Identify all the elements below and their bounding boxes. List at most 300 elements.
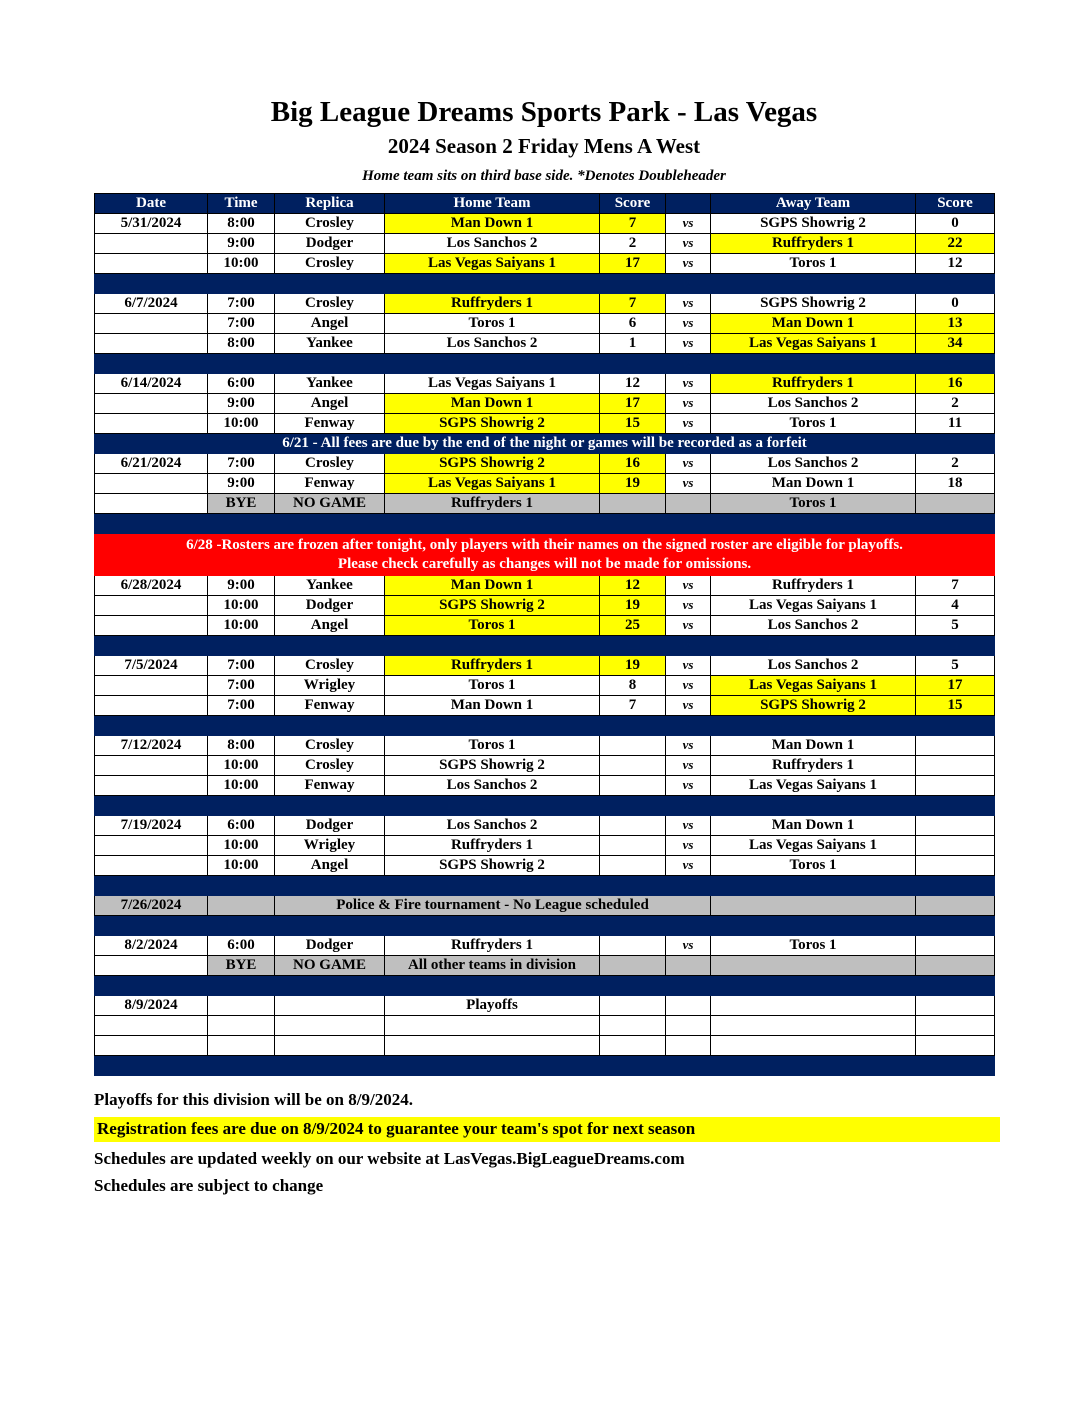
table-row-game [95, 756, 995, 776]
spacer-row [95, 636, 995, 656]
home-team-cell: SGPS Showrig 2 [385, 756, 600, 776]
table-row-spacer [95, 976, 995, 996]
footer-registration-note: Registration fees are due on 8/9/2024 to guarantee your team's spot for next season [94, 1117, 1000, 1141]
away-team-cell: Las Vegas Saiyans 1 [711, 776, 916, 796]
replica-cell: Yankee [275, 374, 385, 394]
time-cell: 10:00 [208, 756, 275, 776]
spacer-row [95, 514, 995, 534]
away-score-cell [916, 896, 995, 916]
away-team-cell: Ruffryders 1 [711, 576, 916, 596]
replica-cell: Crosley [275, 736, 385, 756]
vs-cell [666, 1016, 711, 1036]
away-score-cell: 34 [916, 334, 995, 354]
table-row-game [95, 776, 995, 796]
table-row-game [95, 214, 995, 234]
date-cell: 7/5/2024 [95, 656, 208, 676]
home-score-cell: 17 [600, 394, 666, 414]
replica-cell: NO GAME [275, 494, 385, 514]
away-team-cell: SGPS Showrig 2 [711, 294, 916, 314]
date-cell [95, 394, 208, 414]
page-title: Big League Dreams Sports Park - Las Vegas [270, 96, 818, 128]
home-score-cell: 7 [600, 696, 666, 716]
replica-cell: NO GAME [275, 956, 385, 976]
replica-cell: Angel [275, 616, 385, 636]
home-score-cell [600, 816, 666, 836]
replica-cell: Dodger [275, 816, 385, 836]
away-score-cell [916, 1016, 995, 1036]
replica-cell: Angel [275, 394, 385, 414]
home-team-cell: Toros 1 [385, 616, 600, 636]
away-score-cell: 0 [916, 214, 995, 234]
replica-cell: Angel [275, 314, 385, 334]
footer-change-note: Schedules are subject to change [94, 1176, 324, 1196]
time-cell: 6:00 [208, 816, 275, 836]
replica-cell: Fenway [275, 474, 385, 494]
replica-cell: Fenway [275, 696, 385, 716]
home-score-cell [600, 756, 666, 776]
date-cell [95, 756, 208, 776]
replica-cell: Crosley [275, 294, 385, 314]
home-team-cell: Las Vegas Saiyans 1 [385, 374, 600, 394]
time-cell: 9:00 [208, 474, 275, 494]
vs-cell: vs [666, 676, 711, 696]
home-score-cell: 6 [600, 314, 666, 334]
date-cell [95, 1036, 208, 1056]
time-cell: 10:00 [208, 254, 275, 274]
vs-cell: vs [666, 936, 711, 956]
away-team-cell: Los Sanchos 2 [711, 394, 916, 414]
vs-cell: vs [666, 616, 711, 636]
vs-cell: vs [666, 596, 711, 616]
replica-cell: Dodger [275, 234, 385, 254]
replica-cell: Crosley [275, 756, 385, 776]
date-cell: 7/12/2024 [95, 736, 208, 756]
home-score-cell [600, 996, 666, 1016]
replica-cell [275, 1016, 385, 1036]
away-score-cell: 2 [916, 394, 995, 414]
home-score-cell [600, 776, 666, 796]
time-cell: 7:00 [208, 696, 275, 716]
home-team-cell: Man Down 1 [385, 576, 600, 596]
table-row-game [95, 414, 995, 434]
time-cell: BYE [208, 956, 275, 976]
fees-note-row: 6/21 - All fees are due by the end of the night or games will be recorded as a forfeit [95, 434, 995, 454]
home-score-cell [600, 1036, 666, 1056]
vs-cell: vs [666, 394, 711, 414]
table-row-spacer [95, 916, 995, 936]
vs-cell: vs [666, 234, 711, 254]
time-cell: 7:00 [208, 314, 275, 334]
col-header-replica: Replica [275, 194, 385, 214]
date-cell [95, 776, 208, 796]
away-score-cell [916, 494, 995, 514]
away-score-cell: 17 [916, 676, 995, 696]
vs-cell: vs [666, 374, 711, 394]
home-score-cell: 12 [600, 576, 666, 596]
away-team-cell: Toros 1 [711, 936, 916, 956]
col-header-home-team: Home Team [385, 194, 600, 214]
away-team-cell: Toros 1 [711, 494, 916, 514]
time-cell: 10:00 [208, 856, 275, 876]
table-row-bye [95, 494, 995, 514]
table-row-game [95, 576, 995, 596]
date-cell [95, 334, 208, 354]
time-cell: 7:00 [208, 454, 275, 474]
away-team-cell: Los Sanchos 2 [711, 454, 916, 474]
home-score-cell: 12 [600, 374, 666, 394]
vs-cell [666, 956, 711, 976]
schedule-table [94, 193, 995, 1076]
home-score-cell: 2 [600, 234, 666, 254]
away-score-cell: 5 [916, 616, 995, 636]
away-team-cell: Man Down 1 [711, 736, 916, 756]
vs-cell: vs [666, 214, 711, 234]
table-row-spacer [95, 876, 995, 896]
time-cell: 8:00 [208, 214, 275, 234]
table-row-game [95, 314, 995, 334]
away-team-cell: Ruffryders 1 [711, 374, 916, 394]
table-row-game [95, 696, 995, 716]
date-cell [95, 234, 208, 254]
home-team-cell: Toros 1 [385, 736, 600, 756]
away-score-cell: 0 [916, 294, 995, 314]
replica-cell: Yankee [275, 576, 385, 596]
roster-alert-line: 6/28 -Rosters are frozen after tonight, only players with their names on the signed roster are eligible for playoffs. [186, 536, 903, 553]
table-row-game [95, 936, 995, 956]
roster-alert-row [95, 534, 995, 576]
home-score-cell: 7 [600, 294, 666, 314]
time-cell: 10:00 [208, 776, 275, 796]
table-row-game [95, 656, 995, 676]
date-cell: 8/2/2024 [95, 936, 208, 956]
home-score-cell: 19 [600, 656, 666, 676]
home-team-cell: SGPS Showrig 2 [385, 856, 600, 876]
home-team-cell: All other teams in division [385, 956, 600, 976]
table-header-row [95, 194, 995, 214]
table-row-game [95, 596, 995, 616]
date-cell [95, 474, 208, 494]
date-cell: 6/21/2024 [95, 454, 208, 474]
home-team-cell [385, 1036, 600, 1056]
vs-cell: vs [666, 576, 711, 596]
away-team-cell: Los Sanchos 2 [711, 616, 916, 636]
vs-cell: vs [666, 736, 711, 756]
spacer-row [95, 716, 995, 736]
replica-cell: Crosley [275, 214, 385, 234]
spacer-row [95, 274, 995, 294]
away-team-cell: SGPS Showrig 2 [711, 696, 916, 716]
date-cell [95, 414, 208, 434]
home-team-cell: SGPS Showrig 2 [385, 596, 600, 616]
table-row-spacer [95, 354, 995, 374]
home-score-cell: 19 [600, 596, 666, 616]
replica-cell: Yankee [275, 334, 385, 354]
away-score-cell [916, 776, 995, 796]
time-cell: 8:00 [208, 334, 275, 354]
vs-cell: vs [666, 776, 711, 796]
col-header-away-team: Away Team [711, 194, 916, 214]
vs-cell [666, 494, 711, 514]
table-row-empty [95, 1016, 995, 1036]
vs-cell: vs [666, 656, 711, 676]
home-score-cell: 7 [600, 214, 666, 234]
replica-cell: Angel [275, 856, 385, 876]
date-cell [95, 836, 208, 856]
table-row-tournament [95, 896, 995, 916]
home-team-cell: Playoffs [385, 996, 600, 1016]
spacer-row [95, 876, 995, 896]
vs-cell: vs [666, 816, 711, 836]
vs-cell: vs [666, 314, 711, 334]
table-row-game [95, 374, 995, 394]
vs-cell: vs [666, 254, 711, 274]
away-team-cell: Man Down 1 [711, 474, 916, 494]
col-header-time: Time [208, 194, 275, 214]
replica-cell: Crosley [275, 254, 385, 274]
vs-cell: vs [666, 836, 711, 856]
away-score-cell: 16 [916, 374, 995, 394]
table-row-game [95, 474, 995, 494]
date-cell [95, 1016, 208, 1036]
away-team-cell: Ruffryders 1 [711, 234, 916, 254]
home-score-cell [600, 936, 666, 956]
away-score-cell: 11 [916, 414, 995, 434]
spacer-row [95, 354, 995, 374]
home-team-cell: Ruffryders 1 [385, 294, 600, 314]
away-team-cell: Ruffryders 1 [711, 756, 916, 776]
replica-cell: Fenway [275, 776, 385, 796]
table-row-game [95, 856, 995, 876]
time-cell [208, 1016, 275, 1036]
away-score-cell [916, 996, 995, 1016]
home-team-cell: Ruffryders 1 [385, 936, 600, 956]
replica-cell: Fenway [275, 414, 385, 434]
away-score-cell: 12 [916, 254, 995, 274]
table-row-spacer [95, 514, 995, 534]
date-cell [95, 956, 208, 976]
away-team-cell [711, 1016, 916, 1036]
replica-cell: Dodger [275, 936, 385, 956]
vs-cell: vs [666, 856, 711, 876]
table-row-game [95, 676, 995, 696]
table-row-alert [95, 534, 995, 576]
col-header-home-score: Score [600, 194, 666, 214]
date-cell [95, 254, 208, 274]
home-team-cell: Los Sanchos 2 [385, 776, 600, 796]
col-header-date: Date [95, 194, 208, 214]
table-row-spacer [95, 796, 995, 816]
col-header-vs [666, 194, 711, 214]
date-cell [95, 616, 208, 636]
vs-cell [666, 1036, 711, 1056]
home-score-cell [600, 956, 666, 976]
schedule-body [95, 214, 995, 1076]
table-row-spacer [95, 716, 995, 736]
replica-cell: Wrigley [275, 676, 385, 696]
date-cell [95, 314, 208, 334]
home-score-cell: 25 [600, 616, 666, 636]
home-team-cell: Las Vegas Saiyans 1 [385, 254, 600, 274]
away-team-cell: Toros 1 [711, 254, 916, 274]
vs-cell: vs [666, 454, 711, 474]
home-team-cell: SGPS Showrig 2 [385, 454, 600, 474]
date-cell [95, 676, 208, 696]
away-team-cell: Las Vegas Saiyans 1 [711, 836, 916, 856]
away-score-cell: 18 [916, 474, 995, 494]
time-cell: 7:00 [208, 676, 275, 696]
away-team-cell [711, 896, 916, 916]
away-score-cell: 7 [916, 576, 995, 596]
time-cell: 9:00 [208, 394, 275, 414]
away-score-cell [916, 756, 995, 776]
table-row-empty [95, 1036, 995, 1056]
date-cell [95, 696, 208, 716]
away-team-cell: Las Vegas Saiyans 1 [711, 334, 916, 354]
time-cell: 10:00 [208, 414, 275, 434]
time-cell: 7:00 [208, 656, 275, 676]
home-score-cell: 17 [600, 254, 666, 274]
spacer-row [95, 976, 995, 996]
home-team-cell: Ruffryders 1 [385, 836, 600, 856]
home-team-cell: Ruffryders 1 [385, 494, 600, 514]
away-team-cell: Las Vegas Saiyans 1 [711, 676, 916, 696]
away-team-cell [711, 996, 916, 1016]
date-cell [95, 596, 208, 616]
date-cell [95, 494, 208, 514]
away-team-cell: Los Sanchos 2 [711, 656, 916, 676]
table-row-note [95, 434, 995, 454]
date-cell: 6/28/2024 [95, 576, 208, 596]
home-score-cell: 15 [600, 414, 666, 434]
home-score-cell [600, 736, 666, 756]
away-team-cell: Man Down 1 [711, 314, 916, 334]
time-cell: 6:00 [208, 374, 275, 394]
replica-cell: Crosley [275, 656, 385, 676]
away-score-cell [916, 956, 995, 976]
table-row-game [95, 234, 995, 254]
time-cell [208, 996, 275, 1016]
vs-cell: vs [666, 334, 711, 354]
date-cell: 7/19/2024 [95, 816, 208, 836]
away-score-cell [916, 736, 995, 756]
home-team-cell: Man Down 1 [385, 214, 600, 234]
replica-cell [275, 996, 385, 1016]
col-header-away-score: Score [916, 194, 995, 214]
page-subtitle: 2024 Season 2 Friday Mens A West [387, 134, 701, 158]
table-row-spacer [95, 636, 995, 656]
footer-website-note: Schedules are updated weekly on our website at LasVegas.BigLeagueDreams.com [94, 1148, 685, 1168]
date-cell: 5/31/2024 [95, 214, 208, 234]
vs-cell: vs [666, 756, 711, 776]
tournament-text-cell: Police & Fire tournament - No League scheduled [275, 896, 711, 916]
table-row-game [95, 616, 995, 636]
table-row-spacer [95, 274, 995, 294]
date-cell [95, 856, 208, 876]
home-score-cell: 1 [600, 334, 666, 354]
time-cell [208, 1036, 275, 1056]
vs-cell [666, 996, 711, 1016]
away-score-cell [916, 836, 995, 856]
away-score-cell: 5 [916, 656, 995, 676]
replica-cell [275, 1036, 385, 1056]
vs-cell: vs [666, 414, 711, 434]
away-team-cell: Toros 1 [711, 856, 916, 876]
away-score-cell: 13 [916, 314, 995, 334]
spacer-row [95, 1056, 995, 1076]
footer [94, 1090, 994, 1197]
away-score-cell: 4 [916, 596, 995, 616]
away-score-cell: 15 [916, 696, 995, 716]
table-row-spacer [95, 1056, 995, 1076]
away-team-cell [711, 956, 916, 976]
time-cell: 10:00 [208, 616, 275, 636]
table-row-game [95, 254, 995, 274]
home-team-cell: Las Vegas Saiyans 1 [385, 474, 600, 494]
away-team-cell: Toros 1 [711, 414, 916, 434]
away-team-cell: SGPS Showrig 2 [711, 214, 916, 234]
away-score-cell [916, 936, 995, 956]
field-note: Home team sits on third base side. *Denotes Doubleheader [362, 168, 726, 184]
time-cell: BYE [208, 494, 275, 514]
home-team-cell: Los Sanchos 2 [385, 816, 600, 836]
home-team-cell [385, 1016, 600, 1036]
time-cell: 7:00 [208, 294, 275, 314]
table-row-game [95, 334, 995, 354]
date-cell: 6/14/2024 [95, 374, 208, 394]
vs-cell: vs [666, 294, 711, 314]
away-team-cell: Man Down 1 [711, 816, 916, 836]
table-row-game [95, 816, 995, 836]
footer-playoffs-note: Playoffs for this division will be on 8/9/2024. [94, 1090, 413, 1109]
away-team-cell: Las Vegas Saiyans 1 [711, 596, 916, 616]
vs-cell: vs [666, 474, 711, 494]
time-cell: 6:00 [208, 936, 275, 956]
home-team-cell: Ruffryders 1 [385, 656, 600, 676]
away-score-cell: 22 [916, 234, 995, 254]
table-row-bye [95, 956, 995, 976]
home-team-cell: SGPS Showrig 2 [385, 414, 600, 434]
table-row-game [95, 294, 995, 314]
home-score-cell: 8 [600, 676, 666, 696]
home-score-cell [600, 856, 666, 876]
time-cell [208, 896, 275, 916]
replica-cell: Wrigley [275, 836, 385, 856]
table-row-game [95, 996, 995, 1016]
date-cell: 6/7/2024 [95, 294, 208, 314]
home-team-cell: Man Down 1 [385, 696, 600, 716]
away-team-cell [711, 1036, 916, 1056]
away-score-cell [916, 816, 995, 836]
spacer-row [95, 796, 995, 816]
home-score-cell [600, 836, 666, 856]
away-score-cell: 2 [916, 454, 995, 474]
date-cell: 8/9/2024 [95, 996, 208, 1016]
home-team-cell: Los Sanchos 2 [385, 334, 600, 354]
home-score-cell: 19 [600, 474, 666, 494]
home-team-cell: Toros 1 [385, 676, 600, 696]
time-cell: 10:00 [208, 836, 275, 856]
table-row-game [95, 394, 995, 414]
away-score-cell [916, 856, 995, 876]
table-row-game [95, 736, 995, 756]
table-row-game [95, 836, 995, 856]
spacer-row [95, 916, 995, 936]
home-score-cell [600, 494, 666, 514]
replica-cell: Dodger [275, 596, 385, 616]
time-cell: 9:00 [208, 576, 275, 596]
time-cell: 10:00 [208, 596, 275, 616]
home-score-cell: 16 [600, 454, 666, 474]
